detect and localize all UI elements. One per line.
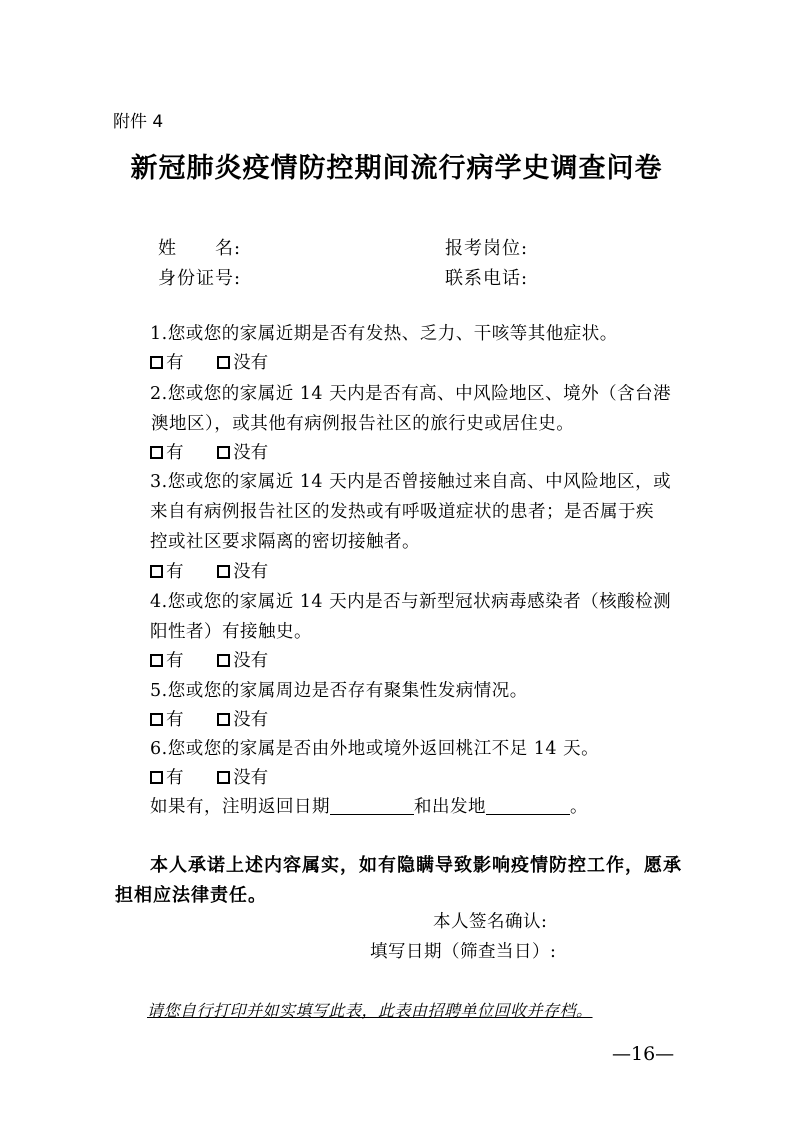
question-6-line-1: 6.您或您的家属是否由外地或境外返回桃江不足 14 天。 [150,739,600,759]
followup-prefix: 如果有，注明返回日期 [150,797,330,817]
checkbox-icon[interactable] [150,654,163,667]
followup-middle: 和出发地 [414,797,486,817]
checkbox-icon[interactable] [217,356,230,369]
question-5-options [150,706,296,731]
date-label: 填写日期（筛查当日）: [370,942,557,962]
document-title: 新冠肺炎疫情防控期间流行病学史调查问卷 [130,153,663,184]
question-5-line-1: 5.您或您的家属周边是否存有聚集性发病情况。 [150,681,528,701]
checkbox-icon[interactable] [217,713,230,726]
question-2-line-2: 澳地区），或其他有病例报告社区的旅行史或居住史。 [151,414,575,434]
id-number-field-label: 身份证号: [158,268,242,289]
option-yes[interactable] [150,349,184,374]
option-no-label: 没有 [233,443,269,463]
option-no-label: 没有 [233,353,269,373]
followup-suffix: 。 [570,797,588,817]
option-no-label: 没有 [233,562,269,582]
checkbox-icon[interactable] [150,356,163,369]
position-field-label: 报考岗位: [445,238,529,259]
option-no[interactable] [217,706,268,731]
option-yes-label: 有 [166,651,184,671]
question-3-options [150,558,296,583]
option-yes[interactable] [150,439,184,464]
checkbox-icon[interactable] [150,713,163,726]
option-no-label: 没有 [233,710,269,730]
option-no[interactable] [217,764,268,789]
pledge-line-2: 担相应法律责任。 [115,885,267,906]
question-3-line-1: 3.您或您的家属近 14 天内是否曾接触过来自高、中风险地区，或 [150,472,672,492]
page-number: —16— [612,1043,675,1065]
question-4-options [150,647,296,672]
option-yes-label: 有 [166,710,184,730]
option-no[interactable] [217,439,268,464]
option-no[interactable] [217,558,268,583]
question-2-options [150,439,296,464]
checkbox-icon[interactable] [150,771,163,784]
checkbox-icon[interactable] [150,565,163,578]
option-yes-label: 有 [166,443,184,463]
option-no-label: 没有 [233,651,269,671]
signature-label: 本人签名确认: [433,912,548,932]
option-yes-label: 有 [166,768,184,788]
option-yes-label: 有 [166,562,184,582]
option-yes-label: 有 [166,353,184,373]
checkbox-icon[interactable] [217,771,230,784]
question-6-options [150,764,296,789]
option-no[interactable] [217,647,268,672]
question-3-line-3: 控或社区要求隔离的密切接触者。 [150,532,420,552]
question-1-options [150,349,296,374]
checkbox-icon[interactable] [217,565,230,578]
checkbox-icon[interactable] [217,446,230,459]
pledge-line-1: 本人承诺上述内容属实，如有隐瞒导致影响疫情防控工作，愿承 [150,855,682,876]
attachment-label: 附件 4 [113,112,164,132]
option-no[interactable] [217,349,268,374]
name-field-label: 姓 名: [158,238,242,259]
question-4-line-2: 阳性者）有接触史。 [150,622,312,642]
print-instruction-note: 请您自行打印并如实填写此表，此表由招聘单位回收并存档。 [147,1001,593,1020]
phone-field-label: 联系电话: [445,268,529,289]
question-4-line-1: 4.您或您的家属近 14 天内是否与新型冠状病毒感染者（核酸检测 [150,592,672,612]
followup-line [150,792,588,822]
question-3-line-2: 来自有病例报告社区的发热或有呼吸道症状的患者；是否属于疾 [150,502,654,522]
option-yes[interactable] [150,647,184,672]
option-no-label: 没有 [233,768,269,788]
departure-place-blank[interactable] [486,796,570,815]
option-yes[interactable] [150,764,184,789]
checkbox-icon[interactable] [150,446,163,459]
checkbox-icon[interactable] [217,654,230,667]
option-yes[interactable] [150,558,184,583]
return-date-blank[interactable] [330,796,414,815]
question-1-line-1: 1.您或您的家属近期是否有发热、乏力、干咳等其他症状。 [150,324,618,344]
question-2-line-1: 2.您或您的家属近 14 天内是否有高、中风险地区、境外（含台港 [150,384,672,404]
option-yes[interactable] [150,706,184,731]
